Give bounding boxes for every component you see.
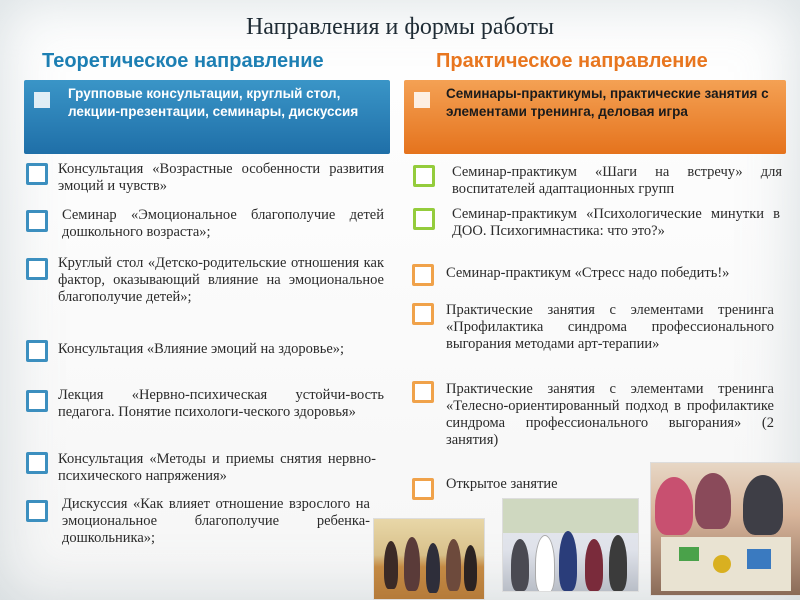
theory-heading: Теоретическое направление — [42, 50, 324, 72]
checkbox-icon — [26, 390, 48, 412]
practice-item: Семинар-практикум «Психологические минутки в ДОО. Психогимнастика: что это?» — [452, 206, 780, 239]
theory-item: Консультация «Методы и приемы снятия нервно-психического напряжения» — [58, 451, 376, 484]
checkbox-icon — [412, 264, 434, 286]
photo-group-standing — [373, 518, 485, 600]
practice-heading: Практическое направление — [436, 50, 708, 72]
checkbox-icon — [26, 340, 48, 362]
practice-banner-text: Семинары-практикумы, практические занятия с элементами тренинга, деловая игра — [446, 86, 769, 119]
practice-banner — [404, 80, 786, 154]
practice-item: Практические занятия с элементами тренинга «Телесно-ориентированный подход в профилактике синдрома профессионального выгорания» (2 занятия) — [446, 381, 774, 448]
checkbox-icon — [26, 163, 48, 185]
photo-art-therapy — [650, 462, 800, 596]
theory-banner-text: Групповые консультации, круглый стол, лекции-презентации, семинары, дискуссия — [68, 86, 359, 119]
checkbox-icon — [26, 452, 48, 474]
checkbox-icon — [412, 303, 434, 325]
theory-item: Семинар «Эмоциональное благополучие детей дошкольного возраста»; — [62, 207, 384, 240]
theory-item: Дискуссия «Как влияет отношение взрослого на эмоциональное благополучие ребенка-дошкольника»; — [62, 496, 370, 546]
theory-banner — [24, 80, 390, 154]
checkbox-icon — [413, 165, 435, 187]
checkbox-icon — [26, 258, 48, 280]
checkbox-icon — [412, 381, 434, 403]
banner-square-icon — [34, 92, 50, 108]
theory-item: Лекция «Нервно-психическая устойчи-вость педагога. Понятие психологи-ческого здоровья» — [58, 387, 384, 420]
checkbox-icon — [26, 500, 48, 522]
theory-item: Консультация «Влияние эмоций на здоровье»; — [58, 341, 345, 357]
practice-item: Семинар-практикум «Стресс надо победить!» — [446, 265, 730, 281]
checkbox-icon — [26, 210, 48, 232]
practice-item: Семинар-практикум «Шаги на встречу» для воспитателей адаптационных групп — [452, 164, 782, 197]
checkbox-icon — [412, 478, 434, 500]
page-title: Направления и формы работы — [245, 14, 555, 40]
banner-square-icon — [414, 92, 430, 108]
practice-item: Открытое занятие — [446, 476, 558, 492]
theory-item: Круглый стол «Детско-родительские отношения как фактор, оказывающий влияние на эмоциональное благополучие детей»; — [58, 255, 384, 305]
theory-item: Консультация «Возрастные особенности развития эмоций и чувств» — [58, 161, 384, 194]
practice-item: Практические занятия с элементами тренинга «Профилактика синдрома профессионального выгорания методами арт-терапии» — [446, 302, 774, 352]
photo-seminar-room — [502, 498, 639, 592]
checkbox-icon — [413, 208, 435, 230]
